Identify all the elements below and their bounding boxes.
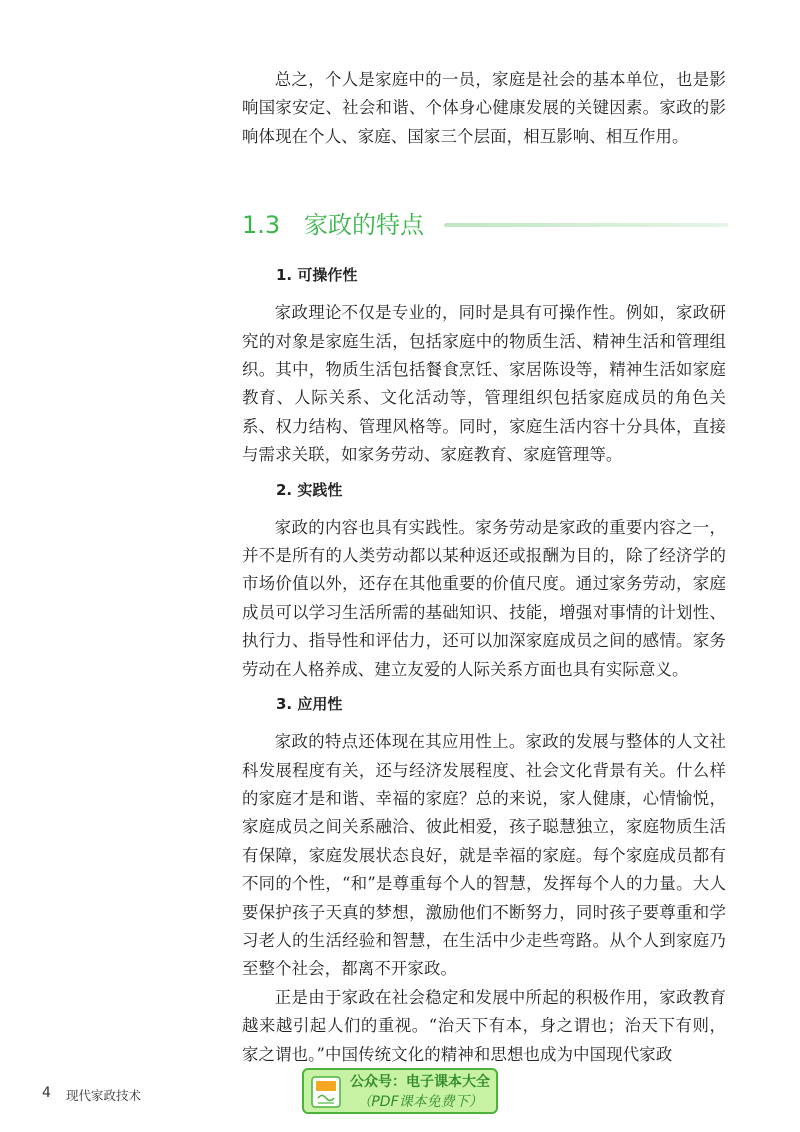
intro-paragraph: 总之，个人是家庭中的一员，家庭是社会的基本单位，也是影响国家安定、社会和谐、个体身心健康发展的关键因素。家政的影响体现在个人、家庭、国家三个层面，相互影响、相互作用。 xyxy=(242,70,726,146)
watermark-line-1: 公众号：电子课本大全 xyxy=(350,1074,490,1090)
watermark-badge xyxy=(302,1068,498,1114)
subsection-heading-applicability: 3. 应用性 xyxy=(276,695,343,714)
subsection-heading-operability: 1. 可操作性 xyxy=(276,266,358,285)
page-number: 4 xyxy=(42,1085,51,1101)
page-content xyxy=(242,66,726,1069)
section-heading xyxy=(242,203,726,247)
section-divider xyxy=(444,223,728,227)
subsection-heading-practicality: 2. 实践性 xyxy=(276,480,343,499)
section-title: 家政的特点 xyxy=(304,211,424,240)
paragraph-operability: 家政理论不仅是专业的，同时是具有可操作性。例如，家政研究的对象是家庭生活，包括家庭中的物质生活、精神生活和管理组织。其中，物质生活包括餐食烹饪、家居陈设等，精神生活如家庭教育、人际关系、文化活动等，管理组织包括家庭成员的角色关系、权力结构、管理风格等。同时，家庭生活内容十分具体，直接与需求关联，如家务劳动、家庭教育、家庭管理等。 xyxy=(242,303,726,465)
paragraph-practicality: 家政的内容也具有实践性。家务劳动是家政的重要内容之一，并不是所有的人类劳动都以某种返还或报酬为目的，除了经济学的市场价值以外，还存在其他重要的价值尺度。通过家务劳动，家庭成员可以学习生活所需的基础知识、技能，增强对事情的计划性、执行力、指导性和评估力，还可以加深家庭成员之间的感情。家务劳动在人格养成、建立友爱的人际关系方面也具有实际意义。 xyxy=(242,517,726,679)
section-number: 1.3 xyxy=(242,211,281,240)
paragraph-applicability: 家政的特点还体现在其应用性上。家政的发展与整体的人文社科发展程度有关，还与经济发展程度、社会文化背景有关。什么样的家庭才是和谐、幸福的家庭？总的来说，家人健康，心情愉悦，家庭成员之间关系融洽、彼此相爱，孩子聪慧独立，家庭物质生活有保障，家庭发展状态良好，就是幸福的家庭。每个家庭成员都有不同的个性，“和”是尊重每个人的智慧，发挥每个人的力量。大人要保护孩子天真的梦想，激励他们不断努力，同时孩子要尊重和学习老人的生活经验和智慧，在生活中少走些弯路。从个人到家庭乃至整个社会，都离不开家政。 xyxy=(242,732,726,979)
running-footer-title: 现代家政技术 xyxy=(66,1088,142,1103)
watermark-line-2: （PDF课本免费下） xyxy=(357,1094,483,1110)
paragraph-significance: 正是由于家政在社会稳定和发展中所起的积极作用，家政教育越来越引起人们的重视。“治天下有本，身之谓也；治天下有则，家之谓也。”中国传统文化的精神和思想也成为中国现代家政 xyxy=(242,987,726,1064)
textbook-logo-icon xyxy=(310,1074,344,1110)
